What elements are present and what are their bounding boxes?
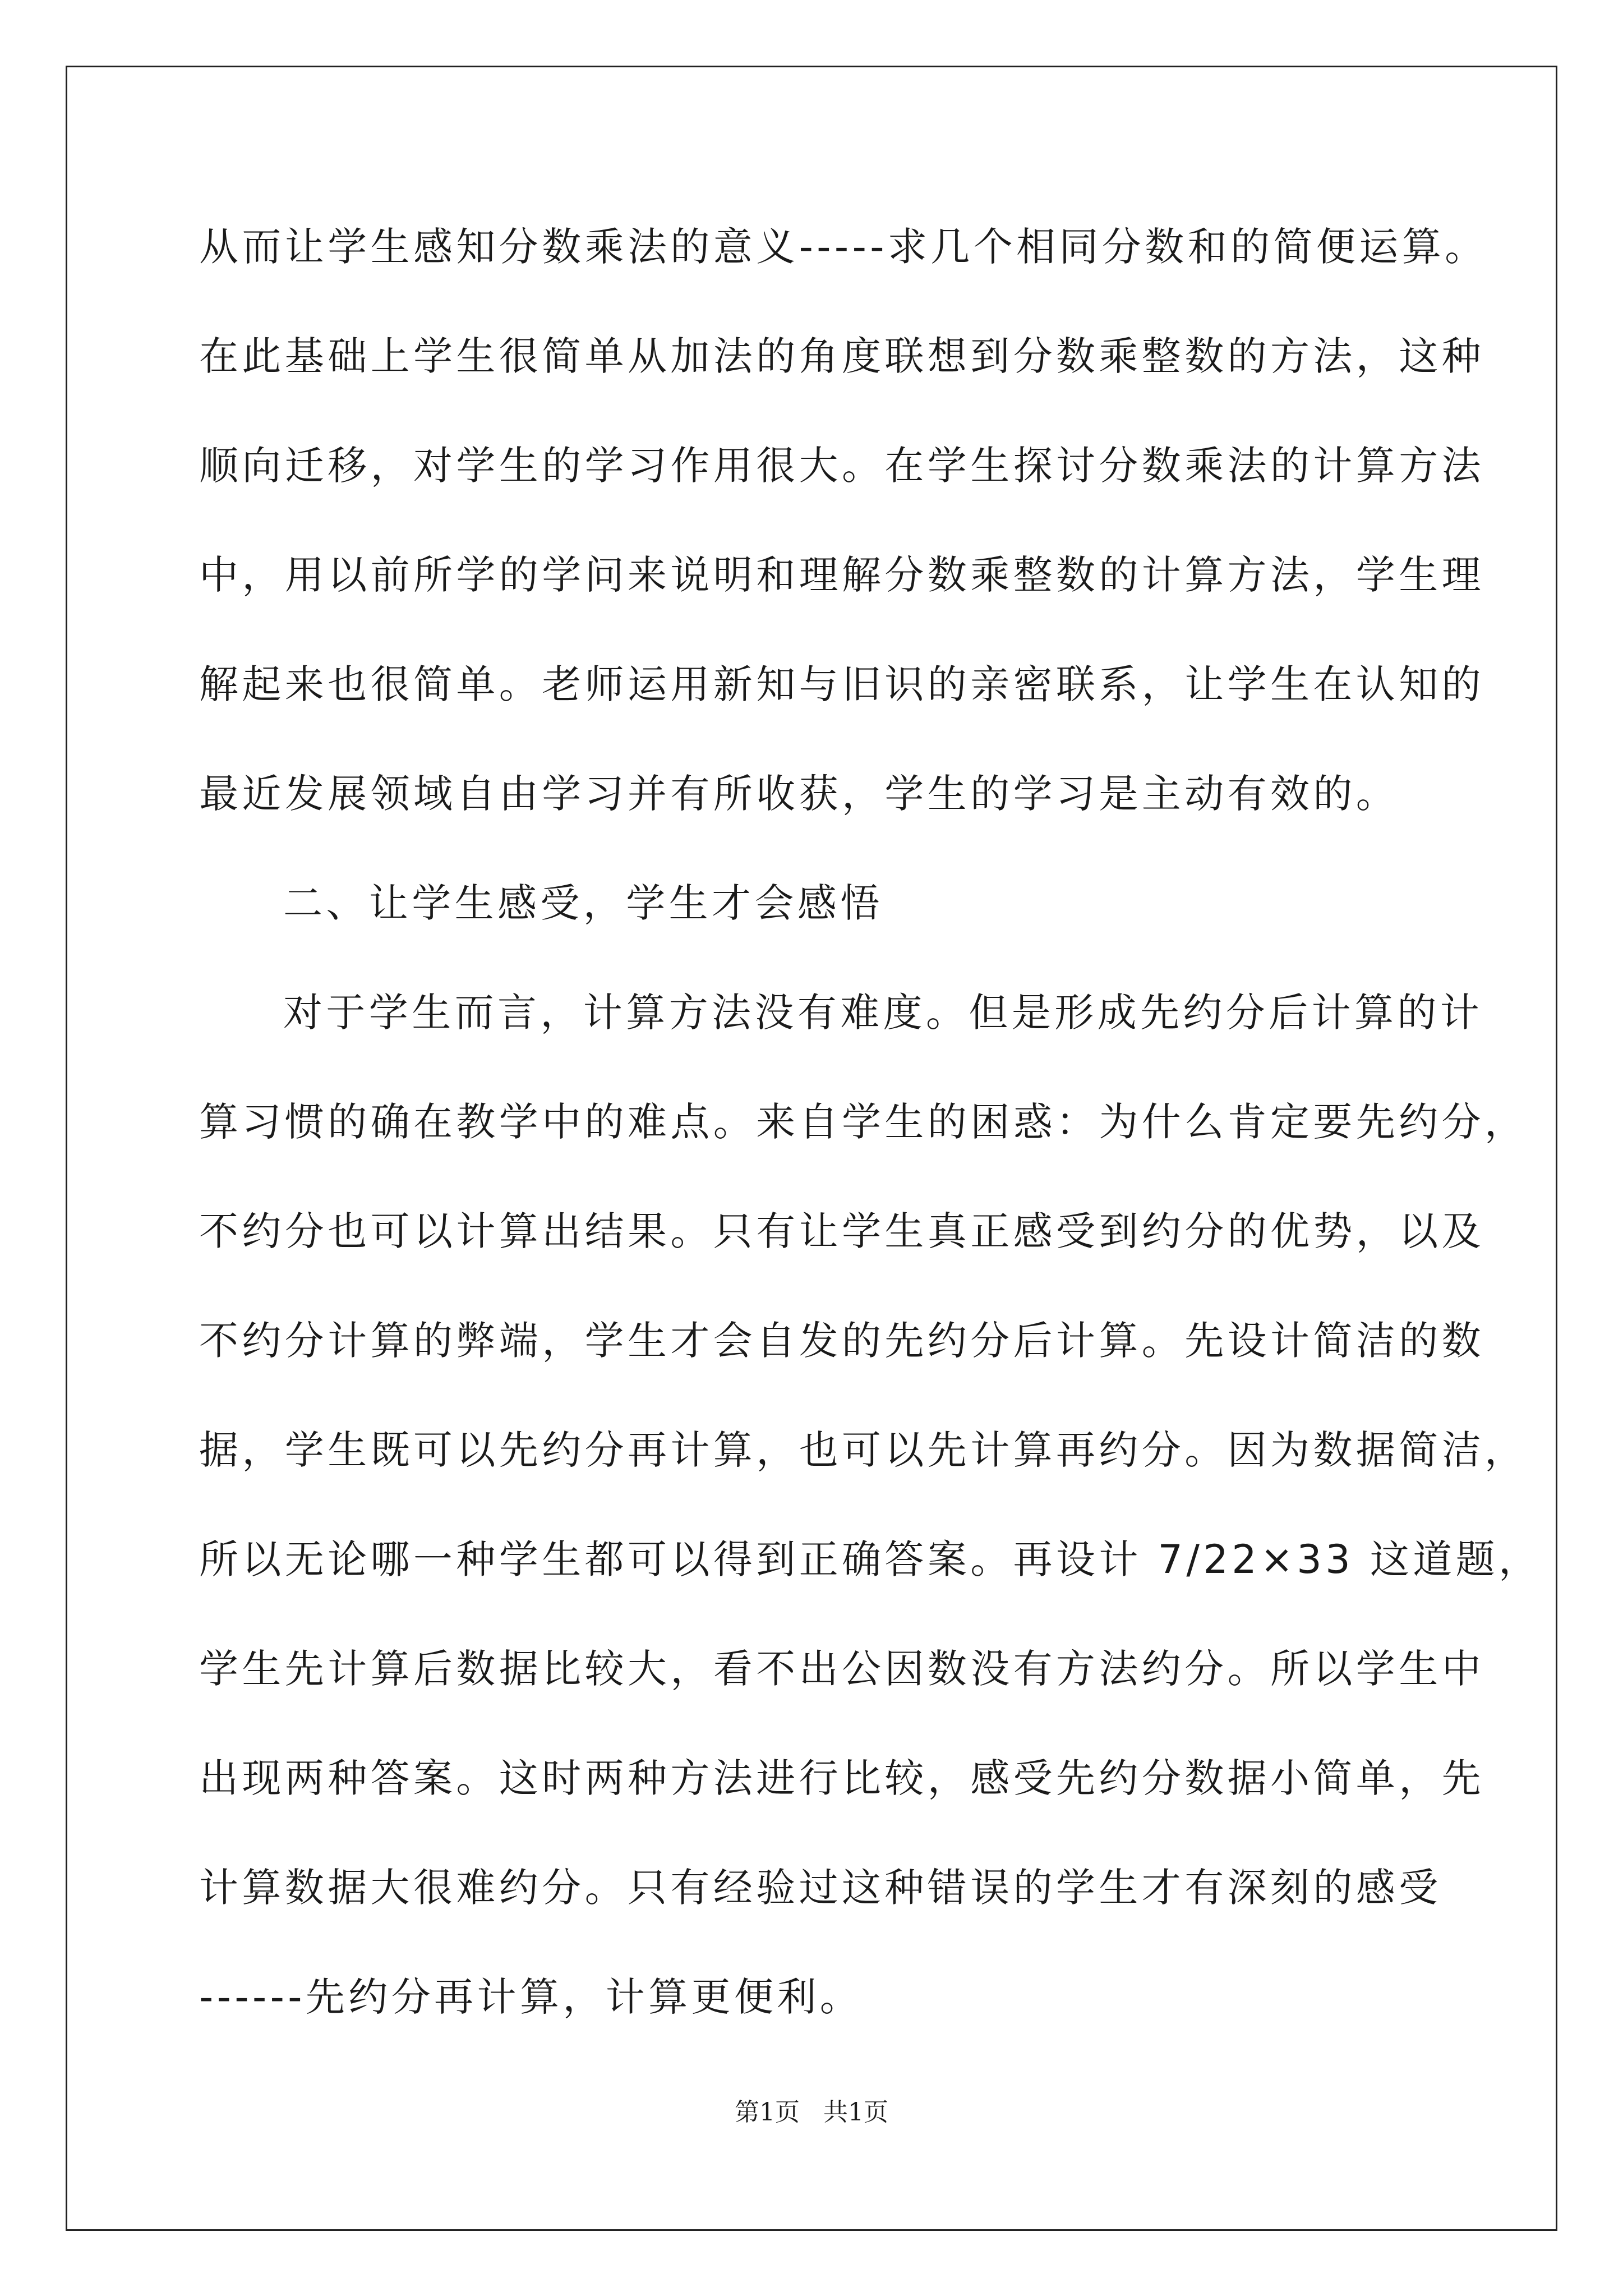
paragraph-line: 中，用以前所学的学问来说明和理解分数乘整数的计算方法，学生理 bbox=[199, 552, 1484, 598]
page-number-footer: 第1页 共1页 bbox=[735, 2098, 888, 2127]
paragraph-line: 算习惯的确在教学中的难点。来自学生的困惑：为什么肯定要先约分， bbox=[199, 1099, 1528, 1145]
paragraph-line: 在此基础上学生很简单从加法的角度联想到分数乘整数的方法，这种 bbox=[199, 333, 1484, 379]
paragraph-line: ------先约分再计算，计算更便利。 bbox=[199, 1974, 863, 2020]
paragraph-line: 解起来也很简单。老师运用新知与旧识的亲密联系，让学生在认知的 bbox=[199, 661, 1484, 707]
paragraph-line: 出现两种答案。这时两种方法进行比较，感受先约分数据小简单，先 bbox=[199, 1755, 1484, 1801]
paragraph-line: 学生先计算后数据比较大，看不出公因数没有方法约分。所以学生中 bbox=[199, 1646, 1484, 1692]
paragraph-line: 不约分也可以计算出结果。只有让学生真正感受到约分的优势，以及 bbox=[199, 1208, 1484, 1254]
section-heading: 二、让学生感受，学生才会感悟 bbox=[283, 880, 883, 926]
paragraph-line: 据，学生既可以先约分再计算，也可以先计算再约分。因为数据简洁， bbox=[199, 1427, 1528, 1473]
paragraph-line: 从而让学生感知分数乘法的意义-----求几个相同分数和的简便运算。 bbox=[199, 224, 1488, 270]
paragraph-line: 顺向迁移，对学生的学习作用很大。在学生探讨分数乘法的计算方法 bbox=[199, 443, 1484, 489]
paragraph-line: 计算数据大很难约分。只有经验过这种错误的学生才有深刻的感受 bbox=[199, 1865, 1442, 1911]
paragraph-line: 最近发展领域自由学习并有所收获，学生的学习是主动有效的。 bbox=[199, 771, 1399, 817]
paragraph-line: 不约分计算的弊端，学生才会自发的先约分后计算。先设计简洁的数 bbox=[199, 1318, 1484, 1364]
paragraph-line: 对于学生而言，计算方法没有难度。但是形成先约分后计算的计 bbox=[283, 990, 1483, 1036]
paragraph-line: 所以无论哪一种学生都可以得到正确答案。再设计 7/22×33 这道题， bbox=[199, 1536, 1542, 1582]
